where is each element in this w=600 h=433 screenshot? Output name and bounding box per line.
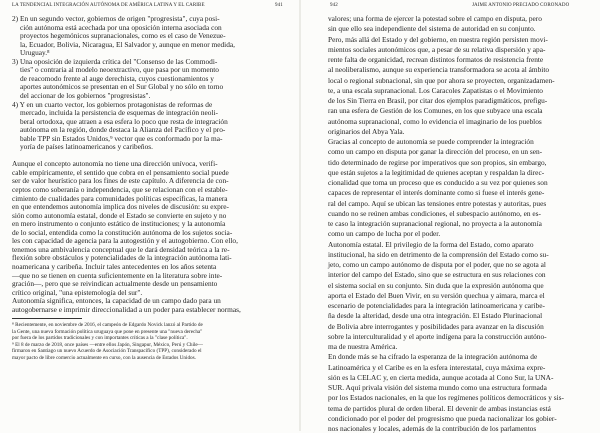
text-line: cable empíricamente, el sentido que cobra en el pensamiento social puede xyxy=(12,167,229,177)
text-line: autogobernarse e imprimir direccionalidad a un poder para establecer normas, xyxy=(12,304,241,314)
text-line: autónoma en la región, donde destaca la Alianza del Pacífico y el pro- xyxy=(20,125,226,135)
text-line: en que entendemos autonomía implica dos niveles de discusión: su expre- xyxy=(12,202,229,212)
text-line: ceptos como soberanía o independencia, que se relacionan con el estable- xyxy=(12,185,228,194)
text-line: originarios del Abya Yala. xyxy=(328,126,405,136)
text-line: Pero, más allá del Estado y del gobierno, en nuestra región persisten movi- xyxy=(328,34,548,44)
text-line: beral ortodoxa, que atraen a esa esfera lo poco que resta de integración xyxy=(20,116,228,126)
text-line: escenario de potencialidades para la integración latinoamericana y caribe- xyxy=(328,301,545,310)
text-line: autónoma supranacional, como lo evidencia el imaginario de los pueblos xyxy=(328,116,542,126)
text-line: ción autónoma está acechada por una oposición interna asociada con xyxy=(20,22,222,32)
text-line: interior del campo del Estado, sino que se estructura en sus relaciones con xyxy=(328,270,546,280)
left-page xyxy=(0,0,300,431)
text-line: capaces de representar el interés dominante como si fuese el interés gene- xyxy=(328,188,545,198)
text-line: Gracias al concepto de autonomía se puede comprender la integración xyxy=(328,137,534,146)
text-line: ser de valor heurístico para los fines de este capítulo. A diferencia de con- xyxy=(12,176,229,186)
text-line: del accionar de los gobiernos "progresistas". xyxy=(20,90,151,100)
text-line: la, Ecuador, Bolivia, Nicaragua, El Salvador y, aunque en menor medida, xyxy=(20,39,235,49)
footnote-line: ⁹ El 8 de marzo de 2018, once países —entre ellos Japón, Singapur, México, Perú y Chile— xyxy=(12,341,203,348)
text-line: aportes autonómicos se presentan en el Sur Global y no sólo en torno xyxy=(20,82,224,92)
text-line: como un campo en disputa por ganar la dirección del proceso, en un sen- xyxy=(328,147,543,157)
text-line: 2) En un segundo vector, gobiernos de origen "progresista", cuya posi- xyxy=(12,14,220,23)
text-line: de los Sin Tierra en Brasil, por citar dos ejemplos paradigmáticos, prefigu- xyxy=(328,96,548,105)
footnotes xyxy=(0,0,300,431)
footnote-line: la Gente, una nueva formación política uruguaya que pone en presente una "nueva derecha" xyxy=(12,328,203,335)
text-line: proyectos hegemónicos supranacionales, como es el caso de Venezue- xyxy=(20,31,226,41)
footnote-line: mayor pacto de libre comercio actualmente en curso, con la ausencia de Estados Unidos. xyxy=(12,354,196,361)
text-line: nos nacionales y locales, además de la contribución de los parlamentos xyxy=(328,424,537,433)
text-line: que están sujetos a la legitimidad de quienes aceptan y respaldan la direc- xyxy=(328,167,545,177)
text-line: local o regional subnacional, sin que por ahora se proyecten, organizadamen- xyxy=(328,75,555,85)
text-line: por los Estados nacionales, en la que los regímenes políticos democráticos y sis- xyxy=(328,393,564,403)
body-text xyxy=(300,0,600,431)
text-line: Aunque el concepto autonomía no tiene una dirección unívoca, verifi- xyxy=(12,159,218,169)
text-line: ties" o contraria al modelo neoextractivo, que pasa por un momento xyxy=(20,65,219,75)
running-header-title: JAIME ANTONIO PRECIADO CORONADO xyxy=(472,3,570,8)
text-line: tenemos una ambivalencia conceptual que le dará densidad teórica a la re- xyxy=(12,244,230,254)
text-line: te, a una escala supranacional. Los Caracoles Zapatistas o el Movimiento xyxy=(328,85,543,95)
text-line: ma de nuestra América. xyxy=(328,342,398,351)
text-line: En donde más se ha cifrado la esperanza de la integración autónoma de xyxy=(328,352,538,362)
text-line: Latinoamérica y el Caribe es en la esfera interestatal, cuya máxima expre- xyxy=(328,362,546,372)
text-line: noamericana y caribeña. Incluir tales antecedentes en los años setenta xyxy=(12,261,217,271)
text-line: mercado, incluida la persistencia de esquemas de integración neoli- xyxy=(20,108,218,118)
text-line: valores; una forma de ejercer la potestad sobre el campo en disputa, pero xyxy=(328,14,542,23)
page-number: 942 xyxy=(330,3,338,8)
text-line: les con capacidad de agencia para la autogestión y el autogobierno. Con ello, xyxy=(12,236,238,246)
text-line: de lo social, entendida como la constitución autónoma de los sujetos socia- xyxy=(12,227,233,237)
text-line: mientos sociales autonómicos que, a pesar de su relativa dispersión y apa- xyxy=(328,44,546,54)
text-line: yoría de países latinoamericanos y caribeños. xyxy=(20,142,153,152)
page-number: 941 xyxy=(275,3,283,8)
text-line: gración—, pero que se reivindican actualmente desde un pensamiento xyxy=(12,279,218,289)
running-header-title: LA TENDENCIAL INTEGRACIÓN AUTÓNOMA DE AMÉRICA LATINA Y EL CARIBE xyxy=(12,3,205,8)
text-line: Uruguay.⁸ xyxy=(20,48,50,58)
text-line: jeto, como un campo autónomo de disputa por el poder, que no se agota al xyxy=(328,260,546,269)
text-line: flexión sobre obstáculos y potencialidades de la integración autónoma lati- xyxy=(12,253,232,263)
text-line: al neoliberalismo, aunque su experiencia transformadora se acota al ámbito xyxy=(328,65,550,75)
footnote-line: ⁸ Recientemente, en noviembre de 2016, el campeón de Edgardo Novick lanzó al Partido de xyxy=(12,322,203,328)
text-line: bable TPP sin Estados Unidos,⁹ vector que es conformado por la ma- xyxy=(20,133,223,143)
text-line: tido determinado de regirse por imperativos que son propios, sin embargo, xyxy=(328,157,547,167)
right-page xyxy=(300,0,600,431)
text-line: sión es la CELAC y, en cierta medida, aunque acotada al Cono Sur, la UNA- xyxy=(328,372,554,382)
text-line: sin que ello sea independiente del sistema de autoridad en su conjunto. xyxy=(328,24,536,34)
text-line: rente falta de organicidad, recrean distintos formatos de resistencia frente xyxy=(328,55,544,64)
text-line: sobre la interculturalidad y el aporte indígena para la construcción autóno- xyxy=(328,331,547,341)
text-line: cimiento de cualidades para comunidades políticas específicas, la manera xyxy=(12,193,228,203)
text-line: tema de partidos plural de orden liberal. El devenir de ambas instancias está xyxy=(328,403,551,413)
text-line: ral del campo. Aquí se ubican las tensiones entre potestas y autoritas, pues xyxy=(328,198,547,208)
text-line: condicionado por el poder del progresismo que pueda nacionalizar los gobier- xyxy=(328,413,557,423)
text-line: 3) Una oposición de izquierda crítica del "Consenso de las Commodi- xyxy=(12,56,218,66)
text-line: de Bolivia abre interrogantes y posibilidades para avanzar en la discusión xyxy=(328,321,544,331)
footnote-line: por fuera de los partidos tradicionales y con importantes críticas a la "clase política". xyxy=(12,335,188,342)
text-line: en mero instrumento o conjunto estático de instituciones; y la autonomía xyxy=(12,219,226,229)
footnote-line: firmaron en Santiago un nuevo Acuerdo de Asociación Transpacífico (TPP), considerado el xyxy=(12,348,202,355)
text-line: de reacomodo frente al auge derechista, cuyos cuestionamientos y xyxy=(20,73,214,83)
text-line: 4) Y en un cuarto vector, los gobiernos protagonistas de reformas de xyxy=(12,99,213,109)
text-line: cionalidad que toma un proceso que es conducido a su vez por quienes son xyxy=(328,178,548,187)
text-line: ña desde la alteridad, desde una otra integración. El Estado Plurinacional xyxy=(328,311,543,321)
text-line: Autonomía estatal. El privilegio de la forma del Estado, como aparato xyxy=(328,239,534,249)
text-line: como un campo de lucha por el poder. xyxy=(328,229,441,239)
text-line: SUR. Aquí privala visión del sistema mundo como una estructura formada xyxy=(328,383,547,392)
text-line: sión como autonomía estatal, donde el Estado se convierte en sujeto y no xyxy=(12,210,227,220)
text-line: Autonomía significa, entonces, la capacidad de un campo dado para un xyxy=(12,296,221,306)
text-line: aporta el Estado del Buen Vivir, en su versión quechua y aimara, marca el xyxy=(328,290,545,300)
text-line: institucional, ha sido en detrimento de la comprensión del Estado como su- xyxy=(328,249,549,259)
text-line: te caso la integración supranacional regional, no proyecta a la autonomía xyxy=(328,219,542,228)
text-line: el sistema social en su conjunto. Sin duda que la expresión autónoma que xyxy=(328,280,544,290)
text-line: cuando no se reúnen ambas condiciones, el subespacio autónomo, en es- xyxy=(328,208,541,218)
text-line: —que no se tienen en cuenta suficientemente en la literatura sobre inte- xyxy=(12,270,223,280)
text-line: ran una esfera de Gestión de los Comunes, en los que subyace una escala xyxy=(328,106,543,116)
text-line: crítico original, "una epistemología del sur". xyxy=(12,287,143,297)
